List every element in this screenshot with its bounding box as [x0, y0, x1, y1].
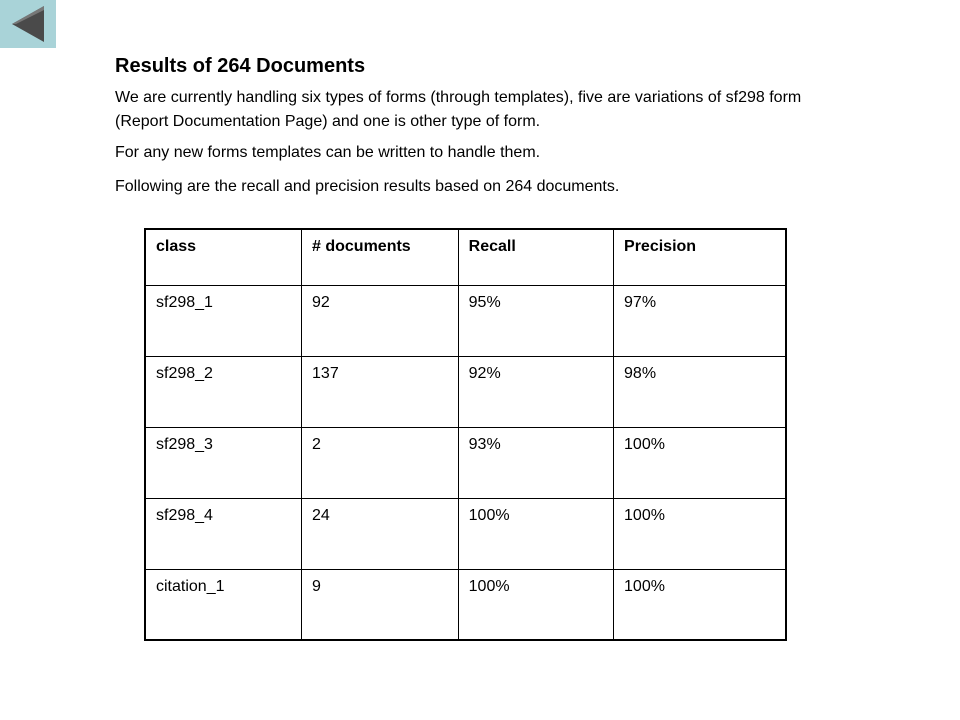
cell-documents: 24 — [302, 498, 459, 569]
cell-recall: 92% — [458, 356, 613, 427]
cell-class: sf298_1 — [145, 285, 302, 356]
cell-precision: 100% — [614, 427, 786, 498]
results-paragraph: Following are the recall and precision results based on 264 documents. — [115, 178, 620, 195]
cell-class: sf298_4 — [145, 498, 302, 569]
table-row — [145, 356, 786, 427]
header-recall: Recall — [458, 229, 613, 285]
cell-precision: 98% — [614, 356, 786, 427]
header-precision: Precision — [614, 229, 786, 285]
header-class: class — [145, 229, 302, 285]
results-table — [144, 228, 787, 641]
table-row — [145, 498, 786, 569]
cell-documents: 9 — [302, 569, 459, 640]
cell-class: sf298_3 — [145, 427, 302, 498]
cell-precision: 97% — [614, 285, 786, 356]
cell-documents: 92 — [302, 285, 459, 356]
cell-recall: 100% — [458, 498, 613, 569]
table-row — [145, 569, 786, 640]
back-button[interactable] — [0, 0, 56, 48]
cell-documents: 137 — [302, 356, 459, 427]
left-triangle-icon — [0, 0, 56, 48]
templates-paragraph: For any new forms templates can be written to handle them. — [115, 144, 541, 161]
page-title: Results of 264 Documents — [115, 55, 366, 77]
cell-precision: 100% — [614, 498, 786, 569]
intro-paragraph: We are currently handling six types of forms (through templates), five are variations of sf298 form (Report Documentation Page) and one is other type of form. — [115, 89, 802, 130]
cell-class: citation_1 — [145, 569, 302, 640]
cell-class: sf298_2 — [145, 356, 302, 427]
cell-precision: 100% — [614, 569, 786, 640]
table-row — [145, 285, 786, 356]
table-header-row — [145, 229, 786, 285]
cell-documents: 2 — [302, 427, 459, 498]
cell-recall: 95% — [458, 285, 613, 356]
header-documents: # documents — [302, 229, 459, 285]
cell-recall: 93% — [458, 427, 613, 498]
cell-recall: 100% — [458, 569, 613, 640]
table-row — [145, 427, 786, 498]
